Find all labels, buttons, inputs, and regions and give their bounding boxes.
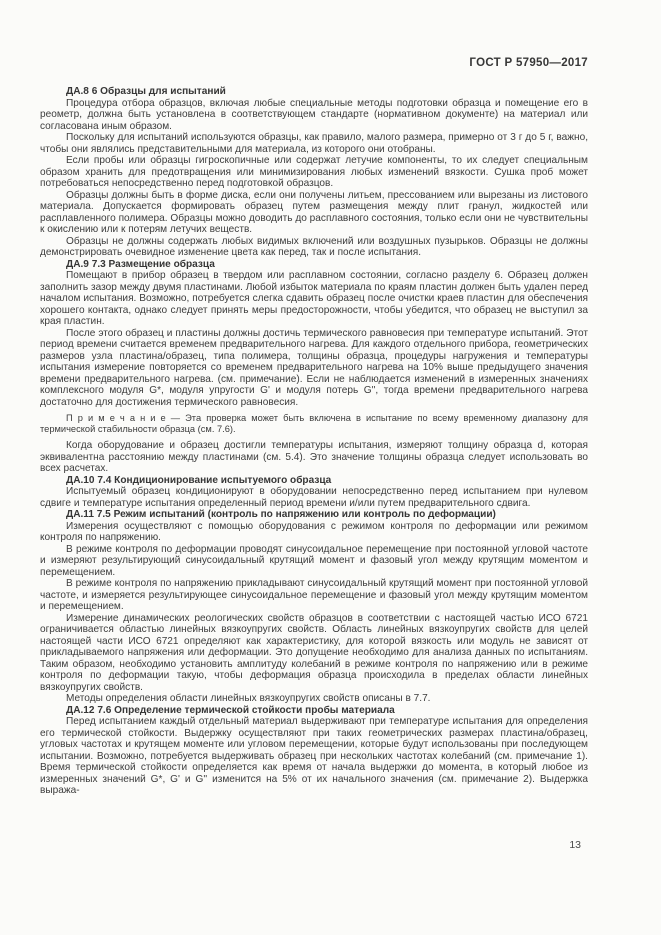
note-paragraph: П р и м е ч а н и е — Эта проверка может быть включена в испытание по всему временному диапазону для термической стабильности образца (см. 7.6). — [40, 413, 588, 434]
body-paragraph: Методы определения области линейных вязкоупругих свойств описаны в 7.7. — [66, 693, 431, 704]
document-body — [40, 86, 588, 797]
body-paragraph: После этого образец и пластины должны достичь термического равновесия при температуре испытаний. Этот период времени считается временем предварительного нагрева. Для каждого отдельного прибора, геометрических размеров узла пластина/образец, типа полимера, толщины образца, процедуры нагружения и температуры испытания измерение повторяется со временем предварительного нагрева на 10% выше предыдущего значения времени предварительного нагрева. (см. примечание). Если не наблюдается изменений в измеренных значениях комплексного модуля G*, модуля упругости G' и модуля потерь G'', тогда времени предварительного нагрева достаточно для достижения термического равновесия. — [40, 327, 588, 408]
body-paragraph: Образцы должны быть в форме диска, если они получены литьем, прессованием или вырезаны из листового материала. Допускается формировать образец путем размещения между плит гранул, жидкостей или расплавленного полимера. Образцы можно доводить до расплавного состояния, только если они не чувствительны к окислению или к потерям летучих веществ. — [40, 189, 588, 235]
body-paragraph: Процедура отбора образцов, включая любые специальные методы подготовки образца и помещение его в реометр, должна быть установлена в соответствующем стандарте (нормативном документе) на материал или согласована иным образом. — [40, 97, 588, 132]
body-paragraph: В режиме контроля по напряжению прикладывают синусоидальный крутящий момент при постоянной угловой частоте, и измеряется результирующее синусоидальное перемещение и фазовый угол между крутящим моментом и перемещением. — [40, 578, 588, 612]
body-paragraph: Перед испытанием каждый отдельный материал выдерживают при температуре испытания для определения его термической стойкости. Выдержку осуществляют при таких геометрических размерах пластина/образец, угловых частотах и крутящем моменте или угловом перемещении, которые будут использованы при последующем испытании. Возможно, потребуется выдерживать образец при нескольких частотах колебаний (см. примечание 1). Время термической стойкости определяется как время от начала выдержки до момента, в который любое из измеренных значений G*, G' и G'' изменится на 5% от их начального значения (см. примечание 2). Выдержка выража- — [40, 716, 588, 796]
section-heading: ДА.8 6 Образцы для испытаний — [66, 86, 226, 97]
section-heading: ДА.10 7.4 Кондиционирование испытуемого образца — [66, 474, 332, 486]
body-paragraph: Если пробы или образцы гигроскопичные или содержат летучие компоненты, то их следует специальным образом хранить для предотвращения или минимизирования любых изменений вязкости. Сушка проб может потребоваться непосредственно перед подготовкой образцов. — [40, 155, 588, 189]
page-content — [40, 57, 588, 797]
section-heading: ДА.12 7.6 Определение термической стойкости пробы материала — [66, 704, 395, 716]
body-paragraph: В режиме контроля по деформации проводят синусоидальное перемещение при постоянной угловой частоте и измеряют результирующий синусоидальный крутящий момент и фазовый угол между крутящим моментом и перемещением. — [40, 543, 588, 578]
page-number: 13 — [569, 839, 581, 851]
body-paragraph: Испытуемый образец кондиционируют в оборудовании непосредственно перед испытанием при нулевом сдвиге и температуре испытания определенный период времени и/или путем предварительного сдвига. — [40, 486, 588, 509]
section-heading: ДА.11 7.5 Режим испытаний (контроль по напряжению или контроль по деформации) — [66, 509, 496, 520]
body-paragraph: Измерение динамических реологических свойств образцов в соответствии с настоящей частью ИСО 6721 ограничивается областью линейных вязкоупругих свойств. Область линейных вязкоупругих свойств для целей настоящей части ИСО 6721 определяют как характеристику, для которой вязкость или модуль не зависят от прикладываемого напряжения или деформации. Это допущение необходимо для анализа данных по испытаниям. Таким образом, необходимо установить амплитуду колебаний в режиме контроля по напряжению или в режиме контроля по деформации такую, чтобы деформация образца происходила в пределах области линейных вязкоупругих свойств. — [40, 612, 588, 693]
document-header: ГОСТ Р 57950—2017 — [469, 57, 588, 69]
body-paragraph: Когда оборудование и образец достигли температуры испытания, измеряют толщину образца d, которая эквивалентна расстоянию между пластинами (см. 5.4). Это значение толщины образца следует использовать во всех расчетах. — [40, 440, 588, 474]
body-paragraph: Образцы не должны содержать любых видимых включений или воздушных пузырьков. Образцы не должны демонстрировать очевидное изменение цвета как перед, так и после испытания. — [40, 235, 588, 258]
body-paragraph: Поскольку для испытаний используются образцы, как правило, малого размера, примерно от 3 г до 5 г, важно, чтобы они являлись представительными для материала, из которого они отобраны. — [40, 132, 588, 155]
body-paragraph: Измерения осуществляют с помощью оборудования с режимом контроля по деформации или режимом контроля по напряжению. — [40, 520, 588, 543]
body-paragraph: Помещают в прибор образец в твердом или расплавном состоянии, согласно разделу 6. Образец должен заполнить зазор между двумя пластинами. Любой избыток материала по краям пластин должен быть удален перед началом испытания. Возможно, потребуется слегка сдавить образец после очистки краев пластин для обеспечения хорошего контакта, однако следует принять меры предосторожности, чтобы убедится, что образец не выступил за края пластин. — [40, 270, 588, 327]
section-heading: ДА.9 7.3 Размещение образца — [66, 258, 215, 270]
